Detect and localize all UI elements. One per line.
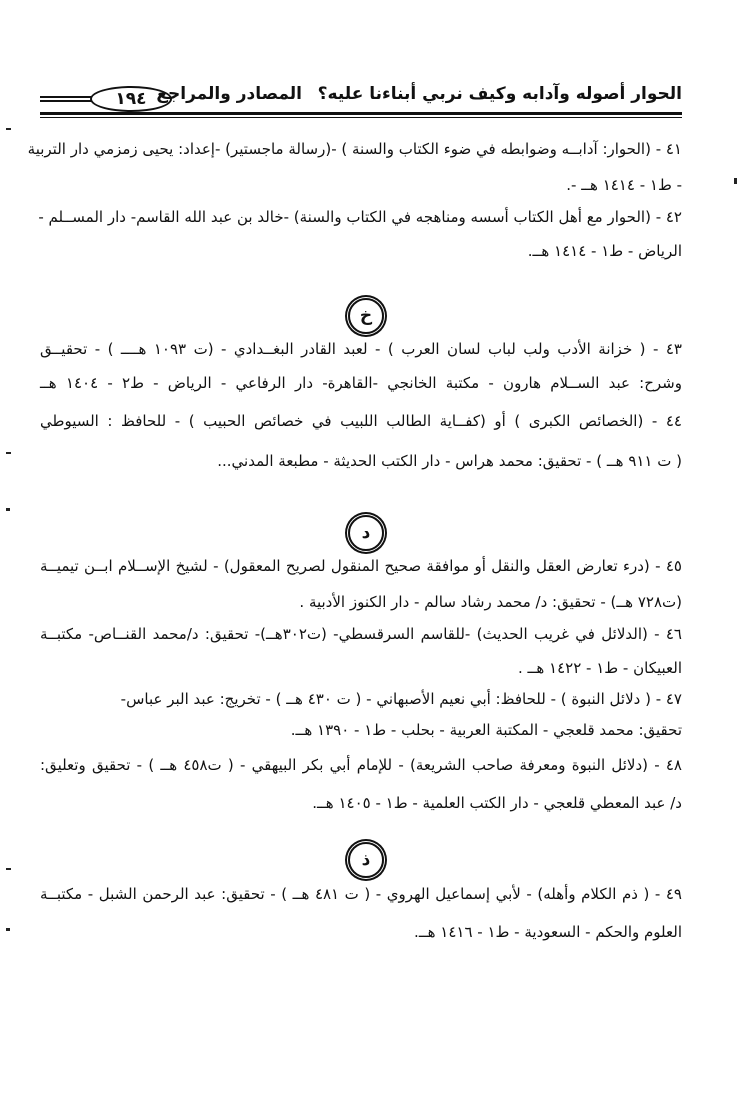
entry-44-line-1: ٤٤ - (الخصائص الكبرى ) أو (كفــاية الطالب اللبيب في خصائص الحبيب ) - للحافظ : السيوطي (40, 412, 682, 430)
scan-mark (6, 928, 10, 931)
entry-41-line-1: ٤١ - (الحوار: آدابــه وضوابطه في ضوء الكتاب والسنة ) -(رسالة ماجستير) -إعداد: يحيى زمزمي دار التربية (27, 140, 682, 158)
header-stub-line (40, 100, 92, 102)
entry-42-line-1: ٤٢ - (الحوار مع أهل الكتاب أسسه ومناهجه في الكتاب والسنة) -خالد بن عبد الله القاسم- دار المســلم - (38, 208, 682, 226)
entry-46-line-2: العبيكان - ط١ - ١٤٢٢ هــ . (518, 659, 682, 677)
scan-mark (734, 178, 737, 184)
entry-46-line-1: ٤٦ - (الدلائل في غريب الحديث) -للقاسم السرقسطي- (ت٣٠٢هــ)- تحقيق: د/محمد القنــاص- مكتبــة (40, 625, 682, 643)
section-title: المصادر والمراجع (156, 84, 302, 104)
running-title: الحوار أصوله وآدابه وكيف نربي أبناءنا عليه؟ (317, 84, 682, 104)
scan-mark (6, 452, 11, 454)
entry-43-line-2: وشرح: عبد الســلام هارون - مكتبة الخانجي -القاهرة- دار الرفاعي - الرياض - ط٢ - ١٤٠٤ هــ (40, 374, 682, 392)
page-header (40, 78, 682, 122)
header-rule-thin (40, 117, 682, 118)
page-number: ١٩٤ (90, 86, 172, 112)
entry-43-line-1: ٤٣ - ( خزانة الأدب ولب لباب لسان العرب ) - لعبد القادر البغــدادي - (ت ١٠٩٣ هــــ ) - تحقيــق (40, 340, 682, 358)
section-letter-dhal: ذ (348, 842, 384, 878)
scan-mark (6, 868, 11, 870)
entry-47-line-1: ٤٧ - ( دلائل النبوة ) - للحافظ: أبي نعيم الأصبهاني - ( ت ٤٣٠ هــ ) - تخريج: عبد البر عباس- (120, 690, 682, 708)
header-rule (40, 112, 682, 115)
entry-49-line-2: العلوم والحكم - السعودية - ط١ - ١٤١٦ هــ. (414, 923, 682, 941)
entry-41-line-2: - ط١ - ١٤١٤ هــ -. (566, 176, 682, 194)
scan-mark (6, 128, 11, 130)
entry-45-line-2: (ت٧٢٨ هــ) - تحقيق: د/ محمد رشاد سالم - دار الكنوز الأدبية . (299, 593, 682, 611)
section-letter-kha: خ (348, 298, 384, 334)
entry-49-line-1: ٤٩ - ( ذم الكلام وأهله) - لأبي إسماعيل الهروي - ( ت ٤٨١ هــ ) - تحقيق: عبد الرحمن الشبل - مكتبــة (40, 885, 682, 903)
entry-47-line-2: تحقيق: محمد قلعجي - المكتبة العربية - بحلب - ط١ - ١٣٩٠ هــ. (290, 721, 682, 739)
section-letter-dal: د (348, 515, 384, 551)
scan-mark (6, 508, 10, 511)
header-stub-line (40, 96, 92, 98)
entry-45-line-1: ٤٥ - (درء تعارض العقل والنقل أو موافقة صحيح المنقول لصريح المعقول) - لشيخ الإســلام ابــن تيميــة (40, 557, 682, 575)
entry-48-line-2: د/ عبد المعطي قلعجي - دار الكتب العلمية - ط١ - ١٤٠٥ هــ. (312, 794, 682, 812)
entry-44-line-2: ( ت ٩١١ هــ ) - تحقيق: محمد هراس - دار الكتب الحديثة - مطبعة المدني... (217, 452, 682, 470)
entry-42-line-2: الرياض - ط١ - ١٤١٤ هــ. (527, 242, 682, 260)
entry-48-line-1: ٤٨ - (دلائل النبوة ومعرفة صاحب الشريعة) - للإمام أبي بكر البيهقي - ( ت٤٥٨ هــ ) - تحقيق وتعليق: (40, 756, 682, 774)
